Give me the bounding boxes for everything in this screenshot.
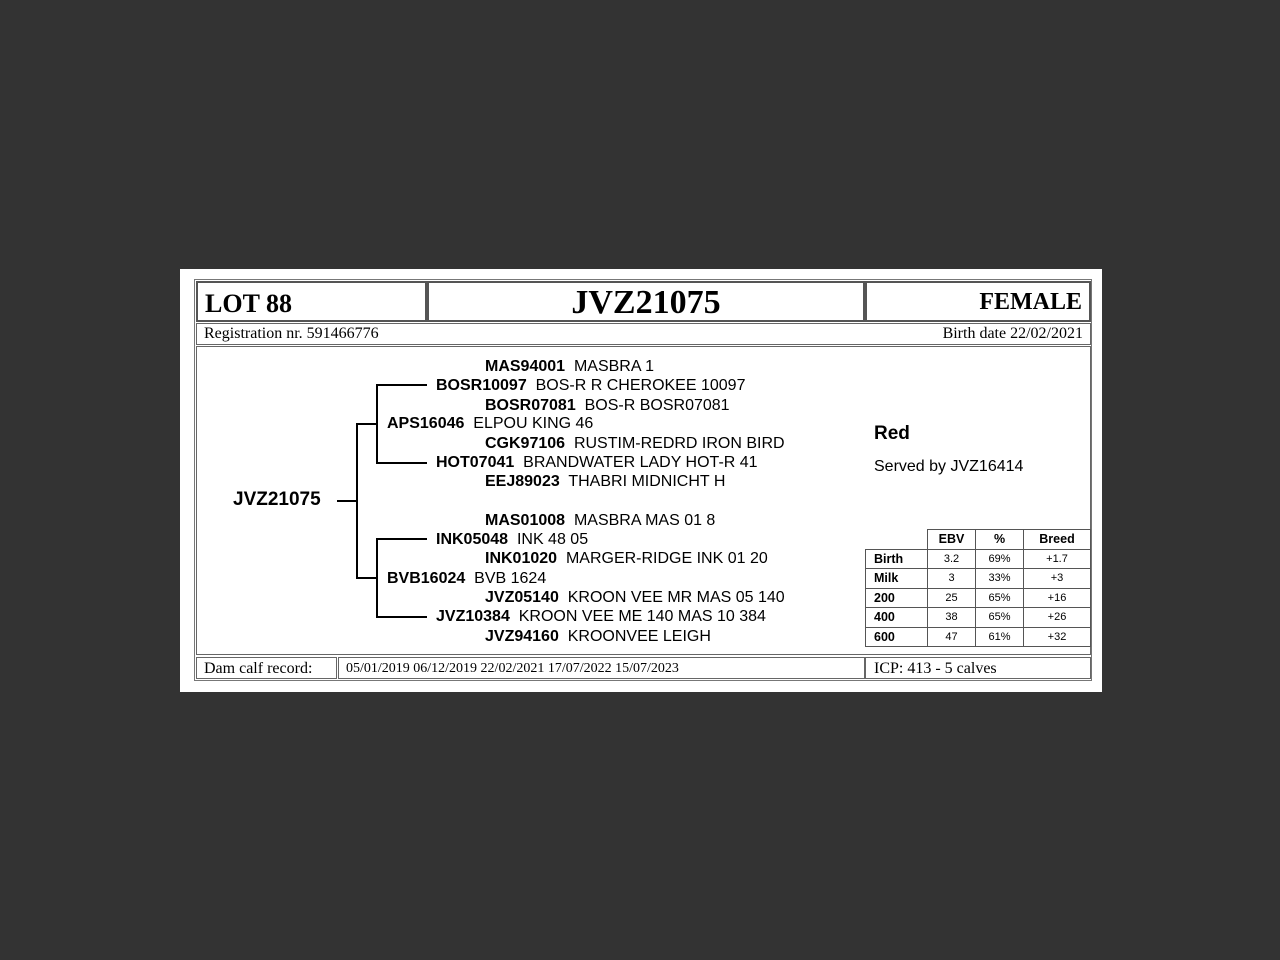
table-row	[866, 608, 1091, 628]
dam-calf-dates-box	[338, 657, 865, 679]
animal-name: KROONVEE LEIGH	[567, 628, 711, 645]
ebv-value: 47	[928, 627, 976, 647]
pct-value: 69%	[976, 549, 1024, 569]
subject-connector	[337, 500, 357, 502]
pedigree-entry	[485, 629, 711, 645]
dam-calf-label-box	[196, 657, 337, 679]
table-row	[866, 627, 1091, 647]
animal-code: JVZ94160	[485, 628, 559, 645]
dam-grandparents-vertical	[376, 538, 378, 618]
breed-header: Breed	[1024, 530, 1091, 550]
row-label: Milk	[866, 569, 928, 589]
table-row	[866, 588, 1091, 608]
ebv-header-row	[866, 530, 1091, 550]
animal-code: MAS94001	[485, 358, 566, 375]
lot-box	[196, 281, 427, 322]
dam-calf-dates: 05/01/2019 06/12/2019 22/02/2021 17/07/2022 15/07/2023	[346, 661, 679, 676]
ebv-value: 3.2	[928, 549, 976, 569]
pedigree-entry	[485, 590, 785, 606]
animal-name: KROON VEE MR MAS 05 140	[567, 589, 785, 606]
pedigree-entry	[485, 436, 785, 452]
pedigree-entry	[485, 513, 715, 529]
ebv-value: 3	[928, 569, 976, 589]
birth-date: Birth date 22/02/2021	[942, 325, 1083, 342]
animal-name: KROON VEE ME 140 MAS 10 384	[518, 608, 766, 625]
animal-name: BOS-R BOSR07081	[584, 397, 730, 414]
ebv-table	[865, 529, 1091, 647]
pct-value: 65%	[976, 588, 1024, 608]
pedigree-entry	[387, 416, 593, 432]
pedigree-entry	[485, 398, 730, 414]
table-row	[866, 549, 1091, 569]
pedigree-entry	[436, 455, 758, 471]
row-label: 400	[866, 608, 928, 628]
ebv-value: 25	[928, 588, 976, 608]
animal-code: EEJ89023	[485, 473, 560, 490]
sex-box	[865, 281, 1091, 322]
sire-connector	[356, 423, 378, 425]
pct-value: 65%	[976, 608, 1024, 628]
row-label: 200	[866, 588, 928, 608]
breed-value: +32	[1024, 627, 1091, 647]
pct-value: 61%	[976, 627, 1024, 647]
animal-code: JVZ10384	[436, 608, 510, 625]
sire-grandparents-vertical	[376, 384, 378, 463]
pedigree-entry	[436, 532, 588, 548]
pedigree-entry	[436, 378, 745, 394]
icp-box	[865, 657, 1091, 679]
animal-name: MASBRA 1	[573, 358, 654, 375]
animal-name: INK 48 05	[516, 531, 589, 548]
animal-code: BVB16024	[387, 570, 466, 587]
dam-dam-connector	[376, 616, 427, 618]
breed-value: +16	[1024, 588, 1091, 608]
dam-connector	[356, 577, 378, 579]
animal-code: JVZ05140	[485, 589, 559, 606]
ebv-value: 38	[928, 608, 976, 628]
breed-value: +1.7	[1024, 549, 1091, 569]
registration-number: Registration nr. 591466776	[204, 325, 379, 342]
parents-vertical-line	[356, 423, 358, 579]
registration-row	[196, 323, 1091, 345]
animal-name: BRANDWATER LADY HOT-R 41	[523, 454, 758, 471]
animal-name: BOS-R R CHEROKEE 10097	[535, 377, 746, 394]
ebv-header: EBV	[928, 530, 976, 550]
animal-id-box	[427, 281, 865, 322]
ebv-corner	[866, 530, 928, 550]
animal-code: MAS01008	[485, 512, 566, 529]
pct-header: %	[976, 530, 1024, 550]
table-row	[866, 569, 1091, 589]
animal-name: BVB 1624	[474, 570, 547, 587]
animal-code: INK01020	[485, 550, 558, 567]
animal-name: RUSTIM-REDRD IRON BIRD	[573, 435, 785, 452]
color-label: Red	[874, 423, 910, 444]
animal-code: BOSR07081	[485, 397, 576, 414]
animal-id-title: JVZ21075	[571, 284, 721, 321]
pedigree-entry	[387, 571, 546, 587]
pct-value: 33%	[976, 569, 1024, 589]
icp-value: ICP: 413 - 5 calves	[874, 660, 997, 677]
pedigree-entry	[485, 359, 654, 375]
pedigree-entry	[485, 474, 725, 490]
served-by: Served by JVZ16414	[874, 458, 1024, 475]
sire-sire-connector	[376, 384, 427, 386]
breed-value: +26	[1024, 608, 1091, 628]
animal-code: INK05048	[436, 531, 509, 548]
dam-calf-label: Dam calf record:	[204, 660, 313, 677]
animal-name: MARGER-RIDGE INK 01 20	[565, 550, 768, 567]
animal-code: CGK97106	[485, 435, 566, 452]
dam-sire-connector	[376, 538, 427, 540]
row-label: Birth	[866, 549, 928, 569]
pedigree-entry	[436, 609, 766, 625]
animal-name: MASBRA MAS 01 8	[573, 512, 716, 529]
animal-code: HOT07041	[436, 454, 515, 471]
animal-name: ELPOU KING 46	[473, 415, 594, 432]
lot-number: LOT 88	[205, 289, 292, 318]
sex-label: FEMALE	[979, 289, 1082, 315]
breed-value: +3	[1024, 569, 1091, 589]
row-label: 600	[866, 627, 928, 647]
pedigree-subject: JVZ21075	[233, 489, 321, 510]
animal-code: APS16046	[387, 415, 465, 432]
animal-name: THABRI MIDNICHT H	[568, 473, 726, 490]
animal-code: BOSR10097	[436, 377, 527, 394]
pedigree-entry	[485, 551, 768, 567]
sire-dam-connector	[376, 462, 427, 464]
